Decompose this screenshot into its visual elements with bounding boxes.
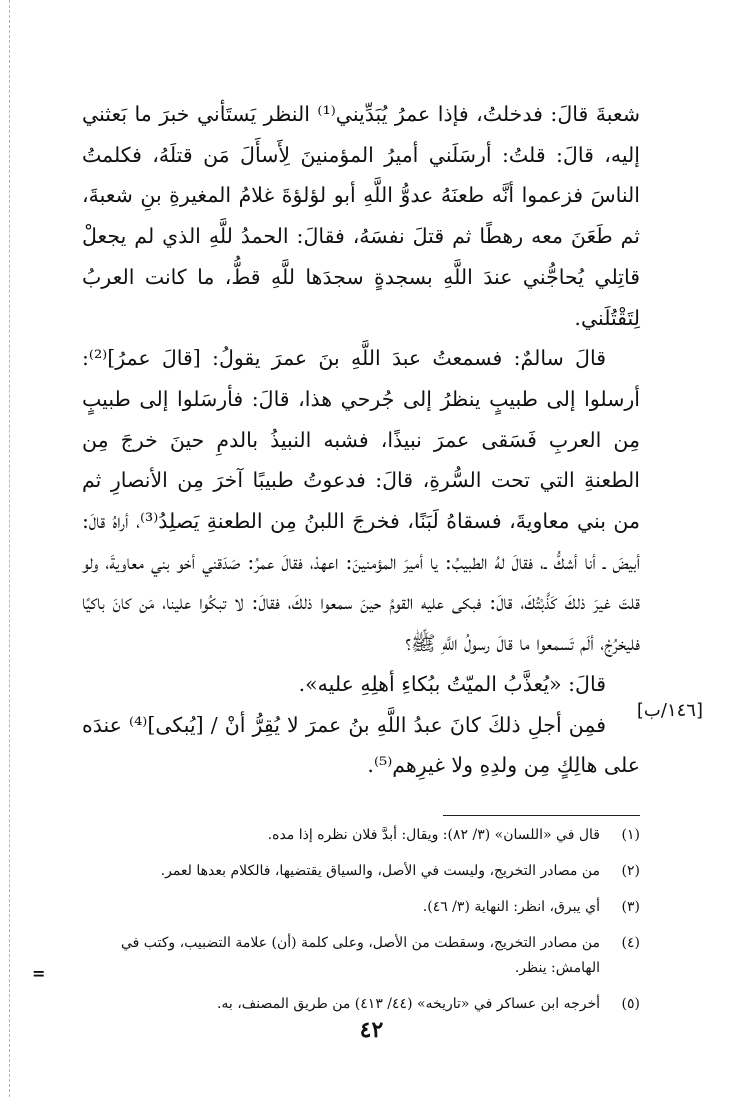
manuscript-folio-note: [١٤٦/ب] bbox=[636, 700, 703, 721]
footnote-text: من مصادر التخريج، وسقطت من الأصل، وعلى كلمة (أن) علامة التضبيب، وكتب في الهامش: ينظر. bbox=[120, 935, 600, 976]
continuation-mark: = bbox=[32, 964, 46, 983]
footnote-number: (٥) bbox=[621, 996, 640, 1012]
footnote-number: (٤) bbox=[621, 935, 640, 951]
footnote-number: (٢) bbox=[621, 863, 640, 879]
footnote-text: قال في «اللسان» (٣/ ٨٢): ويقال: أبدَّ فلان نظره إذا مده. bbox=[267, 827, 600, 843]
footnote-item bbox=[82, 859, 640, 884]
paragraph-4: فمِن أجلِ ذلكَ كانَ عبدُ اللَّهِ بنُ عمرَ لا يُقِرُّ أنْ / [يُبكى]⁽⁴⁾ عندَه على هالِكٍ مِن ولدِهِ ولا غيرِهم⁽⁵⁾. bbox=[82, 712, 640, 778]
footnote-item bbox=[82, 931, 640, 981]
page-edge-rule bbox=[9, 0, 10, 1097]
paragraph-1: شعبةَ قالَ: فدخلتُ، فإذا عمرُ يُبَدِّيني⁽¹⁾ النظر يَستَأني خبرَ ما بَعثني إليه، قالَ: قلتُ: أرسَلَني أميرُ المؤمنينَ لِأَسأَلَ مَن قتلَهُ، فكلمتُ الناسَ فزعموا أنَّه طعنَهُ عدوُّ اللَّهِ أبو لؤلؤةَ غلامُ المغيرةِ بنِ شعبةَ، ثم طَعَنَ معه رهطًا ثم قتلَ نفسَهُ، فقالَ: الحمدُ للَّهِ الذي لم يجعلْ قاتِلي يُحاجُّني عندَ اللَّهِ بسجدةٍ سجدَها للَّهِ قطُّ، ما كانت العربُ لِتَقْتُلَني. bbox=[82, 102, 640, 330]
page-number: ٤٢ bbox=[359, 1017, 384, 1043]
footnote-item bbox=[82, 895, 640, 920]
footnote-text: من مصادر التخريج، وليست في الأصل، والسياق يقتضيها، فالكلام بعدها لعمر. bbox=[160, 863, 600, 879]
main-text bbox=[82, 94, 640, 786]
paragraph-3: قالَ: «يُعذَّبُ الميّتُ ببُكاءِ أهلِهِ عليه». bbox=[298, 671, 606, 696]
footnote-item bbox=[82, 992, 640, 1017]
footnote-number: (١) bbox=[621, 827, 640, 843]
footnotes bbox=[82, 823, 640, 1017]
footnote-item bbox=[82, 823, 640, 848]
footnote-text: أخرجه ابن عساكر في «تاريخه» (٤٤/ ٤١٣) من طريق المصنف، به. bbox=[216, 996, 600, 1012]
paragraph-2: قالَ سالمٌ: فسمعتُ عبدَ اللَّهِ بنَ عمرَ يقولُ: [قالَ عمرُ]⁽²⁾: أرسلوا إلى طبيبٍ ينظرُ إلى جُرحي هذا، قالَ: فأرسَلوا إلى طبيبٍ مِن العربِ فَسَقى عمرَ نبيذًا، فشبه النبيذُ بالدمِ حينَ خرجَ مِن الطعنةِ التي تحت السُّرةِ، قالَ: فدعوتُ طبيبًا آخرَ مِن الأنصارِ ثم من بني معاويةَ، فسقاهُ لَبَنًا، فخرجَ اللبنُ مِن الطعنةِ يَصلِدُ⁽³⁾، أراهُ قالَ: أبيضَ ـ أنا أشكُّ ـ، فقالَ لهُ الطبيبُ: يا أميرَ المؤمنينَ: اعهدْ، فقالَ عمرُ: صَدَقني أخو بني معاويةَ، ولو قلتَ غيرَ ذلكَ كَذَّبْتُكَ، قالَ: فبكى عليه القومُ حينَ سمعوا ذلكَ، فقالَ: لا تبكُوا علينا، مَن كانَ باكيًا فليخرُجْ، ألَم تَسمعوا ما قالَ رسولُ اللَّهِ ﷺ؟ bbox=[82, 346, 640, 656]
footnote-text: أي يبرق، انظر: النهاية (٣/ ٤٦). bbox=[422, 899, 600, 915]
footnote-separator bbox=[443, 815, 640, 816]
footnote-number: (٣) bbox=[621, 899, 640, 915]
